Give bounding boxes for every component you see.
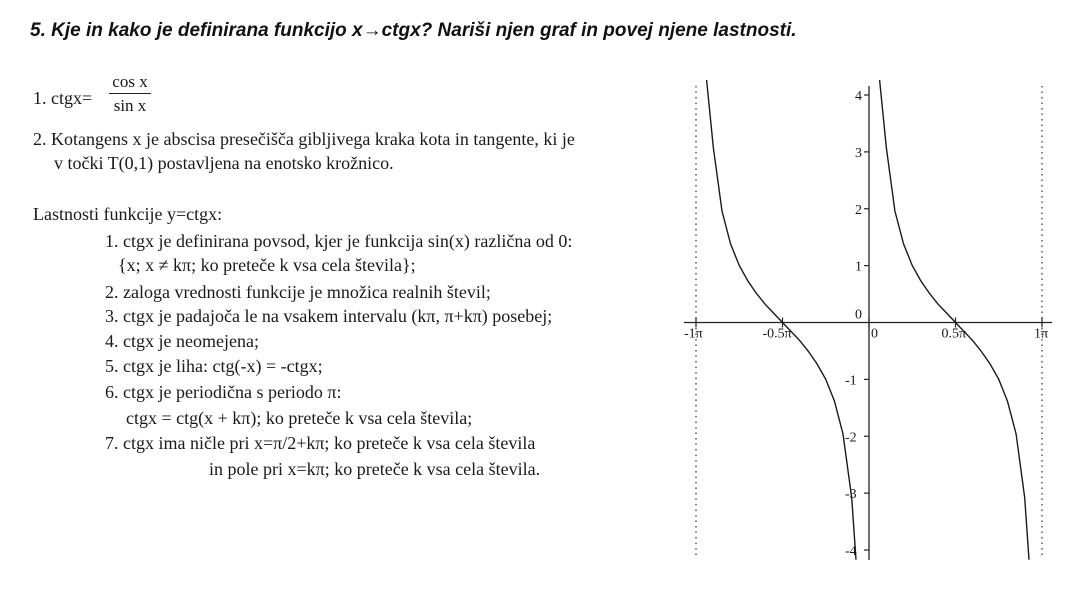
cot-curve-1 — [702, 80, 856, 560]
property-6-formula: ctgx = ctg(x + kπ); ko preteče k vsa cela števila; — [126, 408, 473, 428]
y-tick-label: 4 — [855, 89, 862, 104]
axes — [684, 86, 1052, 560]
y-tick-label: 3 — [855, 145, 862, 161]
y-tick-label: 0 — [855, 307, 862, 323]
y-tick-label: -2 — [845, 430, 857, 446]
y-tick-label: -4 — [845, 544, 857, 559]
property-6: 6. ctgx je periodična s periodo π: — [105, 382, 342, 402]
fraction-numerator: cos x — [109, 72, 151, 94]
cot-curve-2 — [875, 80, 1029, 560]
geometric-definition-line-2: v točki T(0,1) postavljena na enotsko krožnico. — [54, 153, 394, 173]
property-4: 4. ctgx je neomejena; — [105, 331, 259, 351]
page-title: 5. Kje in kako je definirana funkcijo x→ctgx? Nariši njen graf in povej njene lastnosti. — [30, 20, 797, 41]
y-tick-label: 2 — [855, 202, 862, 218]
property-5: 5. ctgx je liha: ctg(-x) = -ctgx; — [105, 356, 323, 376]
properties-title: Lastnosti funkcije y=ctgx: — [33, 204, 223, 224]
definition-prefix: 1. ctgx= — [33, 88, 93, 108]
property-7-poles: in pole pri x=kπ; ko preteče k vsa cela števila. — [209, 459, 541, 479]
tick-labels — [684, 89, 1048, 559]
cotangent-graph — [682, 80, 1054, 562]
property-1: 1. ctgx je definirana povsod, kjer je funkcija sin(x) različna od 0: — [105, 231, 573, 251]
y-tick-label: -1 — [845, 373, 857, 389]
x-tick-label: -0.5π — [762, 326, 792, 342]
y-tick-label: 1 — [855, 259, 862, 275]
fraction-denominator: sin x — [113, 96, 147, 115]
x-tick-label: 1π — [1034, 326, 1049, 342]
x-tick-label: 0 — [871, 326, 878, 342]
property-2: 2. zaloga vrednosti funkcije je množica realnih števil; — [105, 282, 491, 302]
geometric-definition-line-1: 2. Kotangens x je abscisa presečišča gibljivega kraka kota in tangente, ki je — [33, 129, 575, 149]
x-tick-label: 0.5π — [941, 326, 967, 342]
property-1-domain: {x; x ≠ kπ; ko preteče k vsa cela števila}; — [118, 255, 416, 275]
property-7: 7. ctgx ima ničle pri x=π/2+kπ; ko preteče k vsa cela števila — [105, 433, 536, 453]
cot-fraction — [109, 72, 151, 116]
property-3: 3. ctgx je padajoča le na vsakem intervalu (kπ, π+kπ) posebej; — [105, 306, 553, 326]
x-tick-label: -1π — [684, 326, 703, 342]
y-tick-label: -3 — [845, 487, 857, 503]
